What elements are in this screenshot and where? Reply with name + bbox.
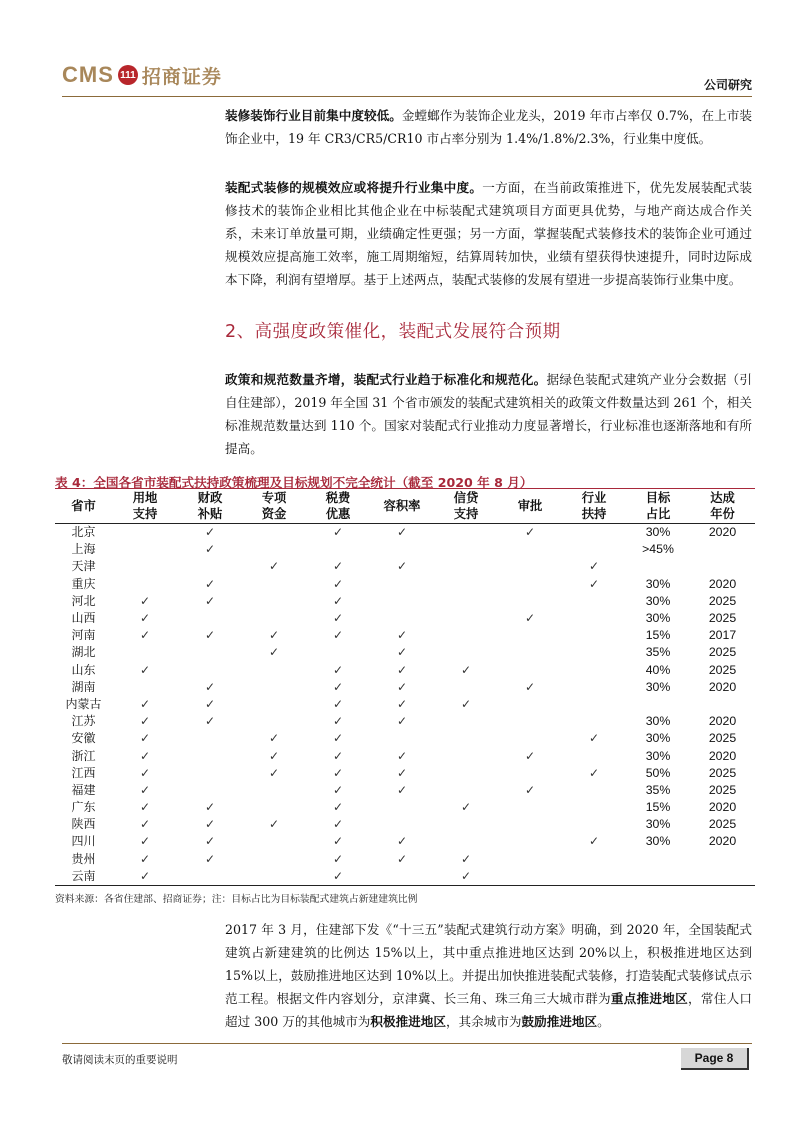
table-row [55,765,755,782]
check-icon: ✓ [396,748,408,763]
check-icon: ✓ [460,800,472,815]
check-icon: ✓ [332,782,344,797]
table-title: 表 4：全国各省市装配式扶持政策梳理及目标规划不完全统计（截至 2020 年 8 月） [55,475,533,490]
check-icon: ✓ [332,731,344,746]
table-row [55,593,755,610]
paragraph-policy [225,368,752,460]
empty-cell [178,868,242,886]
check-icon: ✓ [139,731,151,746]
empty-cell [434,730,498,747]
logo-mark-icon: 111 [118,65,138,85]
empty-cell [562,524,626,542]
target-year-cell: 2025 [708,593,737,608]
table-row [55,576,755,593]
paragraph-body: ，其余城市为 [445,1014,522,1029]
check-icon: ✓ [139,868,151,883]
target-year-cell: 2020 [708,800,737,815]
check-icon: ✓ [139,817,151,832]
empty-cell [178,730,242,747]
check-icon: ✓ [396,851,408,866]
empty-cell [370,868,434,886]
empty-cell [112,558,178,575]
table-row [55,799,755,816]
target-year-cell: 2020 [708,679,737,694]
target-year-cell [690,558,755,575]
target-share-cell: 30% [645,834,671,849]
table-header-cell: 省市 [71,498,96,513]
target-year-cell: 2025 [708,662,737,677]
check-icon: ✓ [204,593,216,608]
check-icon: ✓ [396,559,408,574]
empty-cell [112,644,178,661]
target-year-cell [690,868,755,886]
empty-cell [498,868,562,886]
province-cell: 北京 [71,525,96,540]
paragraph-action-plan [225,918,752,1033]
table-header-cell: 行业 扶持 [581,490,607,521]
header-divider [62,96,752,97]
check-icon: ✓ [460,696,472,711]
target-share-cell: 30% [645,817,671,832]
province-cell: 云南 [71,868,96,883]
paragraph-concentration [225,104,752,150]
empty-cell [112,576,178,593]
empty-cell [498,799,562,816]
check-icon: ✓ [332,576,344,591]
table-row [55,833,755,850]
target-year-cell: 2025 [708,765,737,780]
check-icon: ✓ [524,611,536,626]
paragraph-lead: 装修装饰行业目前集中度较低。 [225,108,402,123]
target-share-cell [626,696,690,713]
empty-cell [498,541,562,558]
empty-cell [562,679,626,696]
check-icon: ✓ [332,868,344,883]
check-icon: ✓ [204,542,216,557]
check-icon: ✓ [332,679,344,694]
target-year-cell: 2025 [708,731,737,746]
check-icon: ✓ [396,628,408,643]
target-share-cell: 50% [645,765,671,780]
empty-cell [434,765,498,782]
empty-cell [498,662,562,679]
table-row [55,644,755,661]
check-icon: ✓ [588,731,600,746]
empty-cell [434,524,498,542]
empty-cell [434,833,498,850]
page-number: Page 8 [681,1048,749,1070]
empty-cell [434,644,498,661]
check-icon: ✓ [139,611,151,626]
target-year-cell: 2020 [708,576,737,591]
check-icon: ✓ [588,834,600,849]
check-icon: ✓ [139,765,151,780]
check-icon: ✓ [396,765,408,780]
empty-cell [562,662,626,679]
province-cell: 河南 [71,628,96,643]
empty-cell [498,696,562,713]
check-icon: ✓ [332,662,344,677]
section-title: 2、高强度政策催化，装配式发展符合预期 [225,322,561,342]
province-cell: 湖南 [71,679,96,694]
check-icon: ✓ [396,782,408,797]
target-year-cell: 2017 [708,628,737,643]
check-icon: ✓ [460,662,472,677]
empty-cell [242,662,306,679]
check-icon: ✓ [460,851,472,866]
province-cell: 湖北 [71,645,96,660]
target-year-cell: 2025 [708,645,737,660]
check-icon: ✓ [204,628,216,643]
empty-cell [242,799,306,816]
table-row [55,679,755,696]
table-header-cell: 达成 年份 [710,490,735,521]
province-cell: 江西 [71,765,96,780]
empty-cell [434,558,498,575]
cms-logo [62,60,222,90]
check-icon: ✓ [332,696,344,711]
target-share-cell [626,558,690,575]
table-header-cell: 专项 资金 [261,490,287,521]
empty-cell [242,593,306,610]
empty-cell [306,644,370,661]
empty-cell [498,765,562,782]
empty-cell [242,541,306,558]
check-icon: ✓ [139,696,151,711]
target-share-cell: 35% [645,782,671,797]
target-share-cell: 40% [645,662,671,677]
province-cell: 四川 [71,834,96,849]
logo-text-en: CMS [62,62,114,87]
province-cell: 山西 [71,611,96,626]
paragraph-body: 一方面，在当前政策推进下，优先发展装配式装修技术的装饰企业相比其他企业在中标装配式建筑项目方面更具优势，与地产商达成合作关系，未来订单放量可期，业绩确定性更强；另一方面，掌握装配式装修技术的装饰企业可通过规模效应提高施工效率，施工周期缩短，结算周转加快，业绩有望获得快速提升，同时边际成本下降，利润有望增厚。基于上述两点，装配式装修的发展有望进一步提高装饰行业集中度。 [225,180,753,287]
check-icon: ✓ [204,696,216,711]
table-row [55,610,755,627]
check-icon: ✓ [204,679,216,694]
table-header-cell: 目标 占比 [645,490,671,521]
table-row [55,747,755,764]
province-cell: 贵州 [71,851,96,866]
check-icon: ✓ [588,765,600,780]
target-year-cell [690,541,755,558]
table-body [55,524,755,886]
empty-cell [434,627,498,644]
table-row [55,696,755,713]
check-icon: ✓ [204,525,216,540]
check-icon: ✓ [396,714,408,729]
empty-cell [498,851,562,868]
target-share-cell: 30% [645,611,671,626]
empty-cell [112,679,178,696]
check-icon: ✓ [204,851,216,866]
check-icon: ✓ [524,782,536,797]
table-row [55,558,755,575]
province-cell: 重庆 [71,576,96,591]
province-cell: 福建 [71,782,96,797]
check-icon: ✓ [268,748,280,763]
check-icon: ✓ [588,576,600,591]
check-icon: ✓ [396,645,408,660]
empty-cell [178,782,242,799]
check-icon: ✓ [204,800,216,815]
check-icon: ✓ [332,593,344,608]
table-header-cell: 信贷 支持 [453,490,479,521]
check-icon: ✓ [204,714,216,729]
table-row [55,524,755,542]
empty-cell [242,833,306,850]
empty-cell [562,696,626,713]
policy-table [55,489,755,886]
check-icon: ✓ [139,662,151,677]
table-row [55,713,755,730]
empty-cell [242,696,306,713]
check-icon: ✓ [139,834,151,849]
check-icon: ✓ [524,525,536,540]
province-cell: 浙江 [71,748,96,763]
empty-cell [242,782,306,799]
check-icon: ✓ [396,696,408,711]
target-year-cell [690,696,755,713]
empty-cell [498,730,562,747]
check-icon: ✓ [332,628,344,643]
empty-cell [370,799,434,816]
empty-cell [178,747,242,764]
empty-cell [498,558,562,575]
check-icon: ✓ [139,748,151,763]
empty-cell [370,816,434,833]
check-icon: ✓ [588,559,600,574]
empty-cell [112,524,178,542]
check-icon: ✓ [139,714,151,729]
check-icon: ✓ [396,679,408,694]
empty-cell [498,593,562,610]
target-year-cell: 2020 [708,714,737,729]
check-icon: ✓ [396,662,408,677]
empty-cell [562,610,626,627]
empty-cell [242,576,306,593]
table-row [55,541,755,558]
check-icon: ✓ [332,748,344,763]
empty-cell [434,610,498,627]
check-icon: ✓ [524,748,536,763]
empty-cell [242,713,306,730]
table-header-cell: 用地 支持 [132,490,158,521]
empty-cell [178,644,242,661]
province-cell: 陕西 [71,817,96,832]
empty-cell [434,679,498,696]
paragraph-scale-effect [225,176,752,291]
empty-cell [498,576,562,593]
check-icon: ✓ [332,800,344,815]
target-share-cell: 30% [645,525,671,540]
province-cell: 天津 [71,559,96,574]
empty-cell [498,833,562,850]
empty-cell [562,593,626,610]
check-icon: ✓ [332,611,344,626]
target-year-cell: 2020 [708,748,737,763]
empty-cell [306,541,370,558]
table-header-cell: 财政 补贴 [197,490,223,521]
paragraph-lead: 政策和规范数量齐增，装配式行业趋于标准化和规范化。 [225,372,547,387]
empty-cell [370,541,434,558]
check-icon: ✓ [268,817,280,832]
target-year-cell: 2020 [708,525,737,540]
check-icon: ✓ [332,559,344,574]
check-icon: ✓ [204,834,216,849]
target-share-cell: 15% [645,800,671,815]
empty-cell [434,782,498,799]
paragraph-body: 金螳螂作为装饰企业龙头，2019 年市占率仅 0.7%，在上市装饰企业中，19 年 CR3/CR5/CR10 市占率分别为 1.4%/1.8%/2.3%，行业集中度低。 [225,108,752,146]
target-year-cell [690,851,755,868]
empty-cell [498,644,562,661]
check-icon: ✓ [332,765,344,780]
empty-cell [242,524,306,542]
empty-cell [562,541,626,558]
empty-cell [370,576,434,593]
table-row [55,868,755,886]
province-cell: 山东 [71,662,96,677]
empty-cell [242,868,306,886]
table-row [55,662,755,679]
table-row [55,816,755,833]
target-share-cell: 30% [645,714,671,729]
check-icon: ✓ [396,834,408,849]
table-header-cell: 审批 [517,498,543,513]
check-icon: ✓ [332,851,344,866]
empty-cell [434,576,498,593]
empty-cell [498,713,562,730]
empty-cell [178,662,242,679]
footer-divider [62,1043,752,1044]
check-icon: ✓ [268,765,280,780]
check-icon: ✓ [396,525,408,540]
paragraph-lead: 装配式装修的规模效应或将提升行业集中度。 [225,180,483,195]
empty-cell [562,627,626,644]
empty-cell [178,610,242,627]
empty-cell [562,747,626,764]
target-share-cell: 30% [645,731,671,746]
check-icon: ✓ [268,628,280,643]
table-source-note: 资料来源：各省住建部、招商证券；注：目标占比为目标装配式建筑占新建建筑比例 [55,894,418,905]
empty-cell [434,713,498,730]
province-cell: 广东 [71,800,96,815]
check-icon: ✓ [139,628,151,643]
check-icon: ✓ [460,868,472,883]
empty-cell [434,593,498,610]
check-icon: ✓ [332,714,344,729]
footer-disclaimer: 敬请阅读末页的重要说明 [62,1054,178,1066]
check-icon: ✓ [332,834,344,849]
check-icon: ✓ [268,645,280,660]
check-icon: ✓ [139,851,151,866]
check-icon: ✓ [332,817,344,832]
paragraph-body: ，常住人口超过 300 万的其他城市为 [225,991,753,1029]
target-share-cell [626,851,690,868]
paragraph-body: 2017 年 3 月，住建部下发《“十三五”装配式建筑行动方案》明确，到 2020 年，全国装配式建筑占新建建筑的比例达 15%以上，其中重点推进地区达到 20%以上，积极推进地区达到 15%以上，鼓励推进地区达到 10%以上。并提出加快推进装配式装修，打造装配式装修试点示范工程。根据文件内容划分，京津冀、长三角、珠三角三大城市群为 [225,922,752,1006]
empty-cell [112,541,178,558]
empty-cell [178,765,242,782]
section-label: 公司研究 [703,78,752,92]
empty-cell [370,730,434,747]
empty-cell [498,627,562,644]
table-row [55,851,755,868]
check-icon: ✓ [524,679,536,694]
province-cell: 江苏 [71,714,96,729]
province-cell: 安徽 [71,731,96,746]
empty-cell [498,816,562,833]
check-icon: ✓ [332,525,344,540]
target-share-cell: 30% [645,576,671,591]
check-icon: ✓ [139,782,151,797]
empty-cell [562,782,626,799]
check-icon: ✓ [268,559,280,574]
target-share-cell: 30% [645,593,671,608]
bold-term: 鼓励推进地区 [521,1014,598,1029]
bold-term: 重点推进地区 [610,991,688,1006]
table-header-cell: 容积率 [383,498,421,513]
target-year-cell: 2025 [708,611,737,626]
check-icon: ✓ [204,817,216,832]
check-icon: ✓ [139,593,151,608]
province-cell: 内蒙古 [65,696,102,711]
empty-cell [370,610,434,627]
empty-cell [434,747,498,764]
table-header-cell: 税费 优惠 [325,490,351,521]
empty-cell [242,610,306,627]
empty-cell [178,558,242,575]
target-share-cell: 35% [645,645,671,660]
table-row [55,627,755,644]
empty-cell [562,816,626,833]
empty-cell [242,679,306,696]
province-cell: 河北 [71,593,96,608]
target-share-cell: >45% [642,542,674,557]
empty-cell [434,541,498,558]
empty-cell [562,851,626,868]
province-cell: 上海 [71,542,96,557]
check-icon: ✓ [204,576,216,591]
target-year-cell: 2025 [708,817,737,832]
empty-cell [562,713,626,730]
paragraph-body: 据绿色装配式建筑产业分会数据（引自住建部），2019 年全国 31 个省市颁发的装配式建筑相关的政策文件数量达到 261 个，相关标准规范数量达到 110 个。国家对装配式行业推动力度显著增长，行业标准也逐渐落地和有所提高。 [225,372,753,456]
page-header [62,60,752,94]
empty-cell [434,816,498,833]
target-share-cell [626,868,690,886]
target-year-cell: 2020 [708,834,737,849]
table-row [55,782,755,799]
check-icon: ✓ [268,731,280,746]
target-share-cell: 15% [645,628,671,643]
target-year-cell: 2025 [708,782,737,797]
empty-cell [562,868,626,886]
empty-cell [562,799,626,816]
paragraph-body: 。 [597,1014,610,1029]
bold-term: 积极推进地区 [370,1014,446,1029]
logo-text-cn: 招商证券 [141,65,222,88]
table-header-row [55,489,755,524]
empty-cell [562,644,626,661]
target-share-cell: 30% [645,748,671,763]
target-share-cell: 30% [645,679,671,694]
empty-cell [242,851,306,868]
table-row [55,730,755,747]
check-icon: ✓ [139,800,151,815]
empty-cell [370,593,434,610]
